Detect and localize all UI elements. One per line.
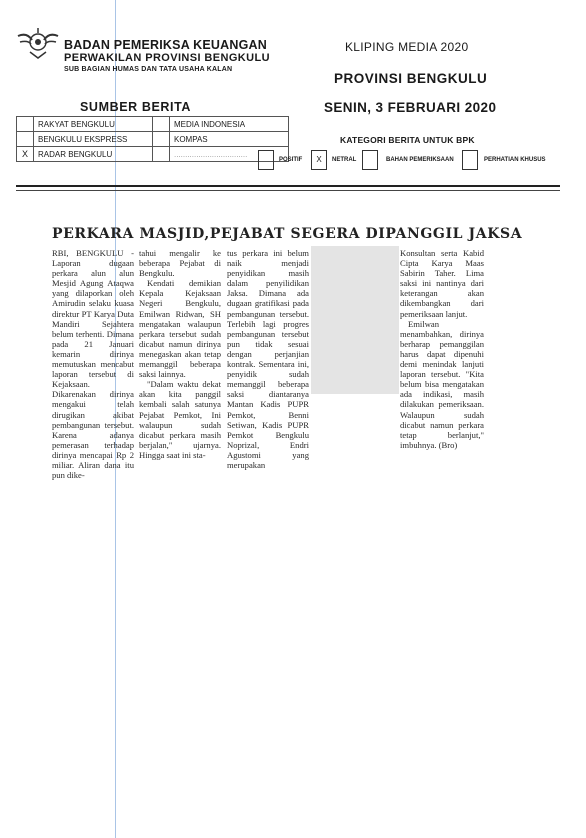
source-name: RAKYAT BENGKULU — [34, 117, 153, 132]
org-division: SUB BAGIAN HUMAS DAN TATA USAHA KALAN — [64, 66, 233, 73]
header-divider — [16, 190, 560, 191]
article-column-2 — [139, 248, 221, 460]
kategori-title: KATEGORI BERITA UNTUK BPK — [340, 135, 475, 145]
source-row — [17, 147, 289, 162]
article-paragraph: Emilwan menambahkan, dirinya berharap pemanggilan harus dapat dipenuhi demi menindak lanjuti laporan tersebut. "Kita belum bisa mengatakan ada indikasi, masih dilakukan pemeriksaan. Walaupun sudah dicabut namun perkara tetap berlanjut," imbuhnya. (Bro) — [400, 318, 484, 450]
article-paragraph: RBI, BENGKULU - Laporan dugaan perkara alun alun Mesjid Agung Ataqwa yang dilaporkan oleh Amirudin selaku kuasa direktur PT Karya Duta Mandiri Sejahtera belum terhenti. Dimana pada 21 Januari kemarin dirinya memutuskan mencabut laporan tersebut di Kejaksaan. Dikarenakan dirinya mengakui telah dirugikan akibat pembangunan tersebut. Karena adanya pemerasan terhadap dirinya mencapai Rp 2 miliar. Aliran dana itu pun dike- — [52, 248, 134, 481]
kategori-item-bahan — [362, 150, 454, 170]
source-row — [17, 117, 289, 132]
header-divider — [16, 185, 560, 187]
kategori-item-netral — [311, 150, 356, 170]
kategori-label: BAHAN PEMERIKSAAN — [386, 157, 454, 163]
kliping-title: KLIPING MEDIA 2020 — [345, 40, 469, 54]
source-checkbox — [153, 117, 170, 132]
source-name: KOMPAS — [170, 132, 289, 147]
kategori-checkbox — [258, 150, 274, 170]
kategori-checkbox: X — [311, 150, 327, 170]
source-checkbox — [17, 117, 34, 132]
article-column-4 — [400, 248, 484, 450]
kategori-checkbox — [362, 150, 378, 170]
clipping-date: SENIN, 3 FEBRUARI 2020 — [324, 100, 497, 115]
kategori-item-perhatian — [462, 150, 546, 170]
org-subname: PERWAKILAN PROVINSI BENGKULU — [64, 52, 270, 64]
kategori-checkbox — [462, 150, 478, 170]
source-checkbox: X — [17, 147, 34, 162]
article-paragraph: "Dalam waktu dekat akan kita panggil kembali salah satunya Pejabat Pemkot, Ini walaupun sudah dicabut perkara masih berjalan," ujarnya. Hingga saat ini sta- — [139, 379, 221, 460]
source-name: MEDIA INDONESIA — [170, 117, 289, 132]
article-column-1 — [52, 248, 134, 480]
source-name: RADAR BENGKULU — [34, 147, 153, 162]
article-paragraph: tahui mengalir ke beberapa Pejabat di Bengkulu. — [139, 248, 221, 279]
sumber-berita-title: SUMBER BERITA — [80, 100, 192, 114]
source-name: BENGKULU EKSPRESS — [34, 132, 153, 147]
province-title: PROVINSI BENGKULU — [334, 71, 488, 86]
kategori-item-positif — [258, 150, 302, 170]
source-row — [17, 132, 289, 147]
org-name: BADAN PEMERIKSA KEUANGAN — [64, 38, 267, 52]
kategori-label: POSITIF — [279, 157, 303, 163]
news-source-table — [16, 116, 289, 162]
source-name: ................................. — [170, 147, 289, 162]
kategori-label: PERHATIAN KHUSUS — [484, 157, 546, 163]
source-checkbox — [17, 132, 34, 147]
source-checkbox — [153, 147, 170, 162]
kategori-label: NETRAL — [332, 157, 357, 163]
article-paragraph: tus perkara ini belum naik menjadi penyidikan masih dalam penyilidikan Jaksa. Dimana ada dugaan gratifikasi pada pembangunan tersebut. Terlebih lagi progres pembangunan tersebut pun tidak sesuai dengan perjanjian kontrak. Sementara ini, penyidik sudah memanggil beberapa saksi diantaranya Mantan Kadis PUPR Pemkot, Benni Setiwan, Kadis PUPR Pemkot Bengkulu Noprizal, Endri Agustomi yang merupakan — [227, 248, 309, 470]
article-headline: PERKARA MASJID,PEJABAT SEGERA DIPANGGIL JAKSA — [52, 226, 523, 242]
article-paragraph: Kendati demikian Kepala Kejaksaan Negeri Bengkulu, Emilwan Ridwan, SH mengatakan walaupun perkara tersebut sudah dicabut namun dirinya menegaskan akan tetap memanggil beberapa saksi lainnya. — [139, 278, 221, 380]
bpk-emblem-icon — [16, 24, 60, 64]
article-column-3 — [227, 248, 309, 470]
article-paragraph: Konsultan serta Kabid Cipta Karya Maas Sabirin Taher. Lima saksi ini nantinya dari keterangan akan dikembangkan dari pemeriksaan lanjut. — [400, 248, 484, 319]
source-checkbox — [153, 132, 170, 147]
column-shading — [311, 246, 399, 394]
